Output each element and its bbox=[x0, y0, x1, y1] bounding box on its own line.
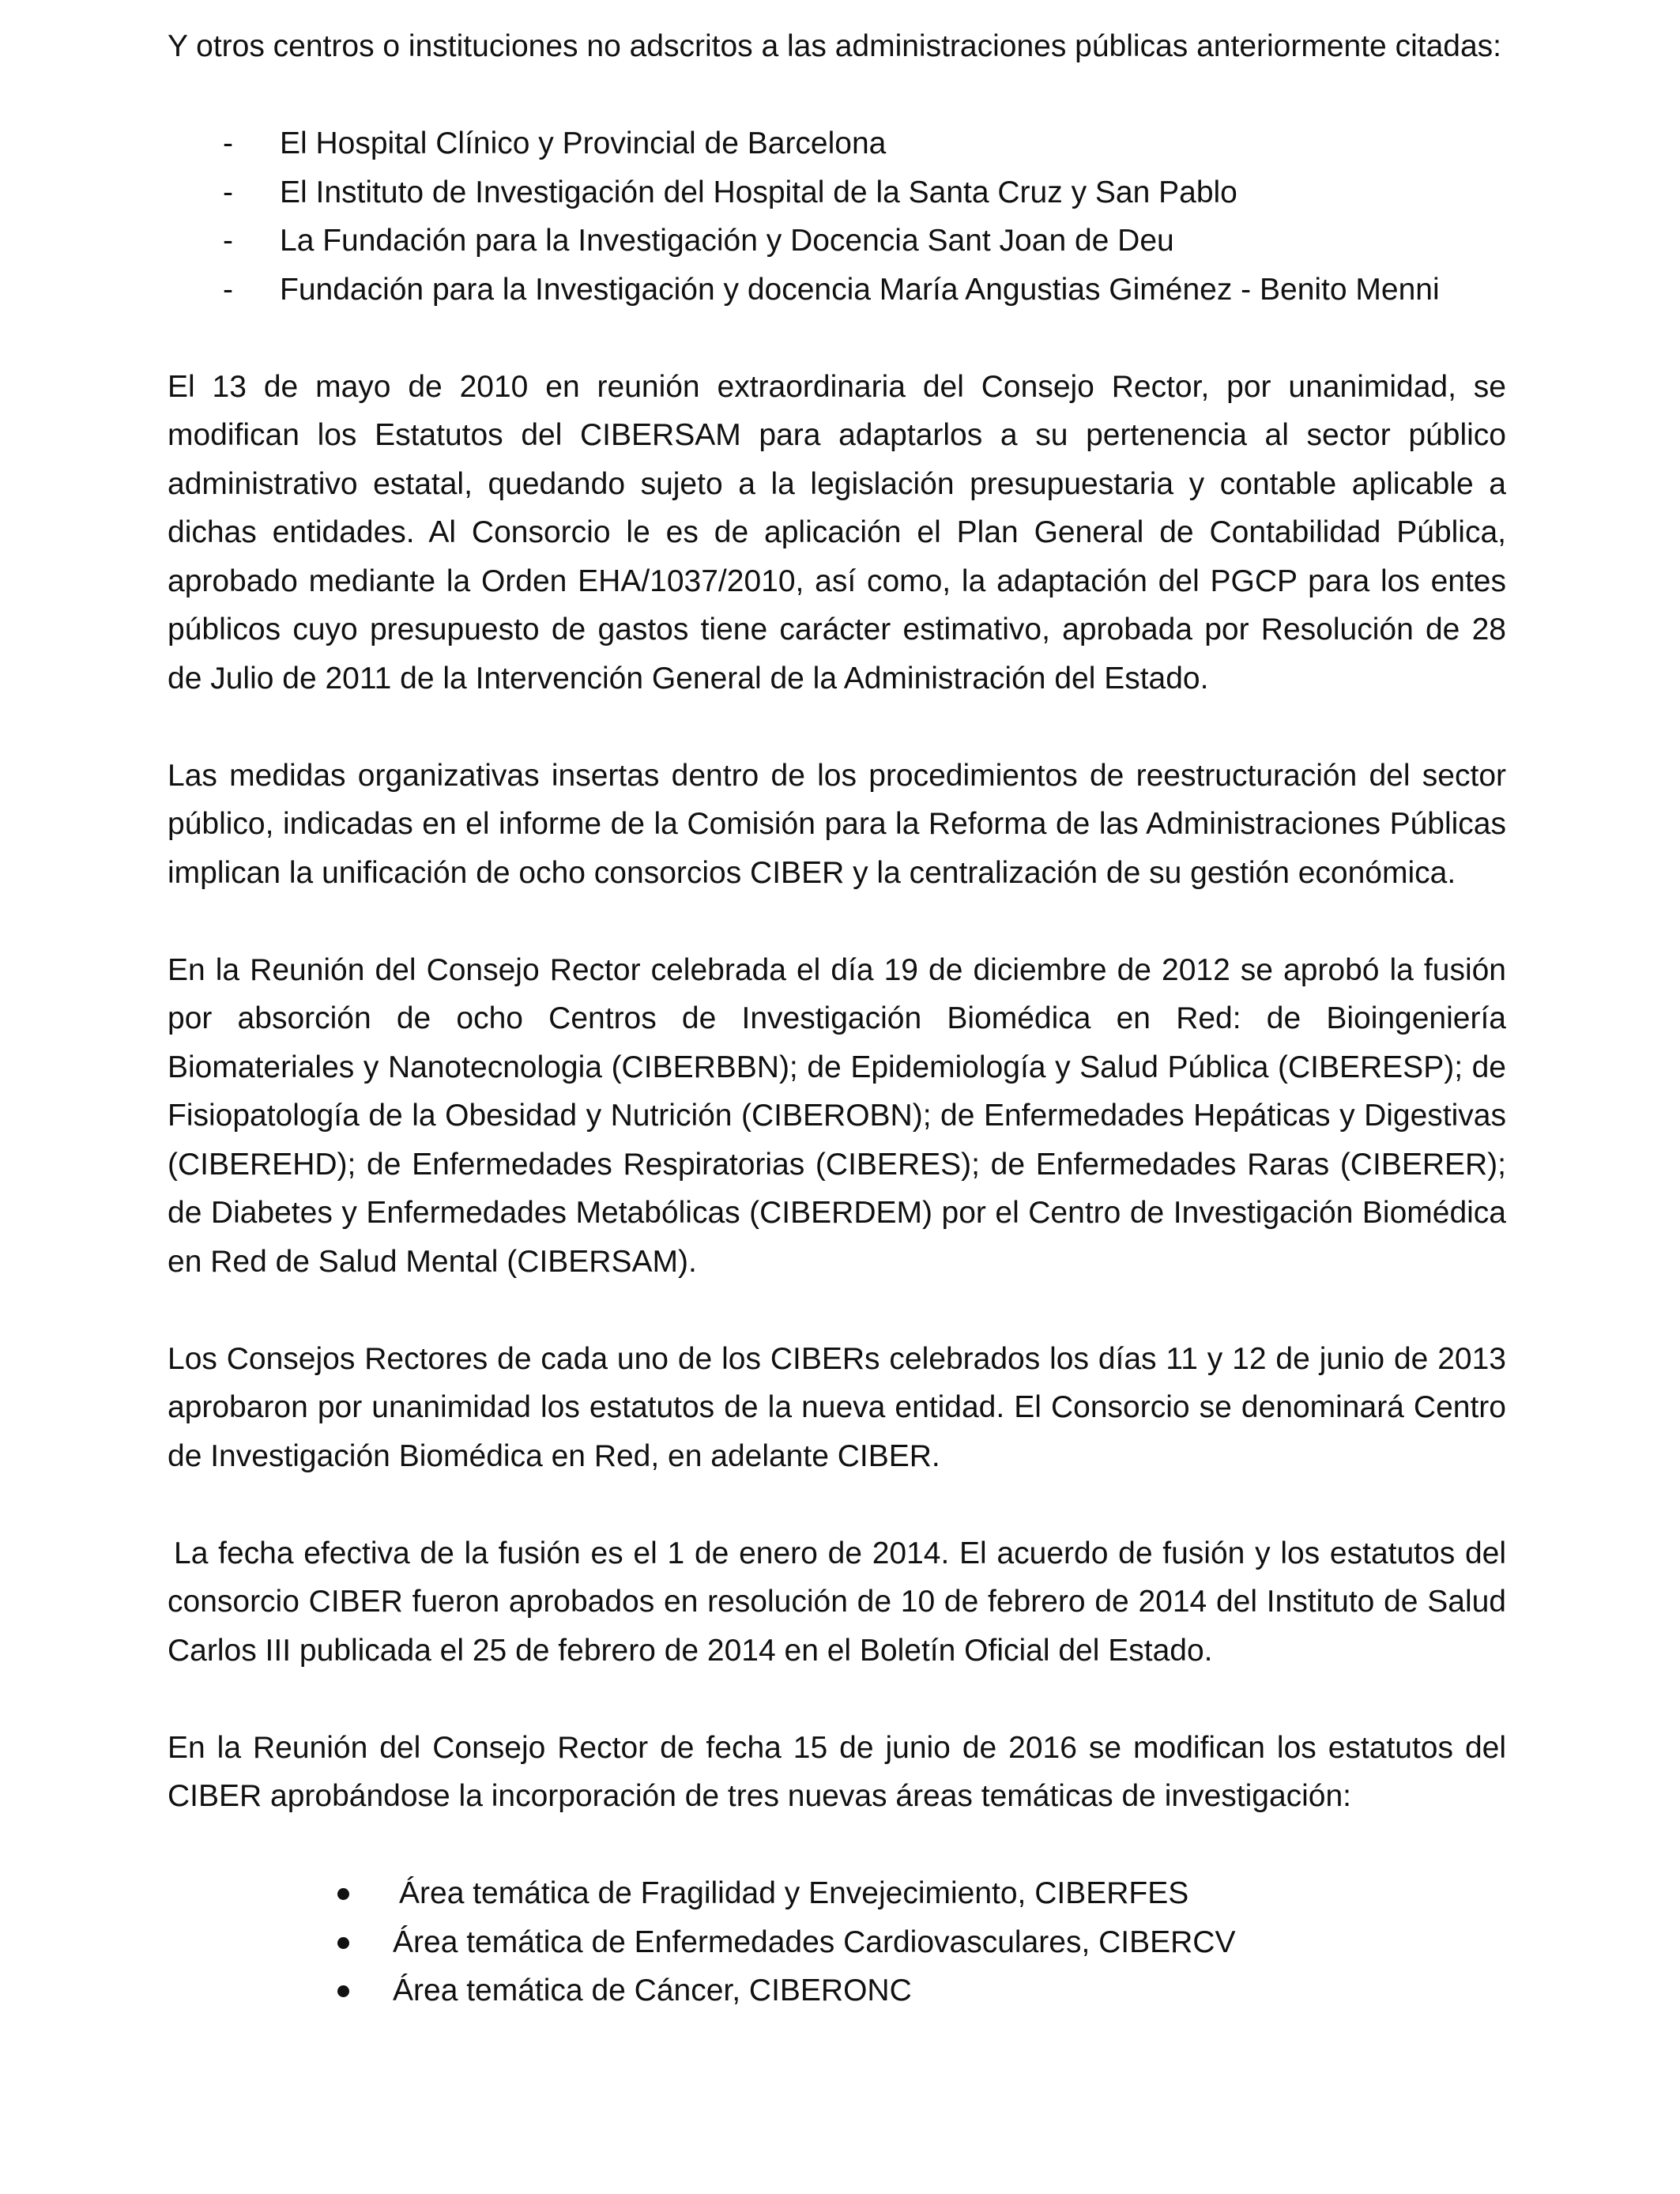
list-item bbox=[168, 119, 1506, 168]
bullet-icon bbox=[337, 1937, 349, 1949]
paragraph-statutes-2010: El 13 de mayo de 2010 en reunión extraordinaria del Consejo Rector, por unanimidad, se modifican los Estatutos del CIBERSAM para adaptarlos a su pertenencia al sector público administrativo estatal, quedando sujeto a la legislación presupuestaria y contable aplicable a dichas entidades. Al Consorcio le es de aplicación el Plan General de Contabilidad Pública, aprobado mediante la Orden EHA/1037/2010, así como, la adaptación del PGCP para los entes públicos cuyo presupuesto de gastos tiene carácter estimativo, aprobada por Resolución de 28 de Julio de 2011 de la Intervención General de la Administración del Estado. bbox=[168, 369, 1506, 696]
thematic-areas-list bbox=[168, 1869, 1506, 2015]
paragraph-merger-2012: En la Reunión del Consejo Rector celebrada el día 19 de diciembre de 2012 se aprobó la fusión por absorción de ocho Centros de Investigación Biomédica en Red: de Bioingeniería Biomateriales y Nanotecnologia (CIBERBBN); de Epidemiología y Salud Pública (CIBERESP); de Fisiopatología de la Obesidad y Nutrición (CIBEROBN); de Enfermedades Hepáticas y Digestivas (CIBEREHD); de Enfermedades Respiratorias (CIBERES); de Enfermedades Raras (CIBERER); de Diabetes y Enfermedades Metabólicas (CIBERDEM) por el Centro de Investigación Biomédica en Red de Salud Mental (CIBERSAM). bbox=[168, 952, 1506, 1279]
institution-text: El Hospital Clínico y Provincial de Barcelona bbox=[280, 126, 887, 160]
list-item bbox=[168, 168, 1506, 217]
list-item bbox=[168, 266, 1506, 315]
institution-text: Fundación para la Investigación y docencia María Angustias Giménez - Benito Menni bbox=[280, 272, 1440, 307]
list-item bbox=[168, 1966, 1506, 2015]
bullet-icon bbox=[337, 1888, 349, 1900]
paragraph-merger-date: La fecha efectiva de la fusión es el 1 de enero de 2014. El acuerdo de fusión y los estatutos del consorcio CIBER fueron aprobados en resolución de 10 de febrero de 2014 del Instituto de Salud Carlos III publicada el 25 de febrero de 2014 en el Boletín Oficial del Estado. bbox=[168, 1536, 1506, 1668]
institutions-list bbox=[168, 119, 1506, 314]
paragraph-organizational-measures: Las medidas organizativas insertas dentro de los procedimientos de reestructuración del sector público, indicadas en el informe de la Comisión para la Reforma de las Administraciones Públicas implican la unificación de ocho consorcios CIBER y la centralización de su gestión económica. bbox=[168, 758, 1506, 890]
intro-paragraph: Y otros centros o instituciones no adscritos a las administraciones públicas anteriormente citadas: bbox=[168, 29, 1501, 63]
thematic-area-text: Área temática de Fragilidad y Envejecimiento, CIBERFES bbox=[399, 1876, 1189, 1910]
list-item bbox=[168, 1869, 1506, 1918]
document-page bbox=[168, 22, 1506, 2064]
dash-marker: - bbox=[223, 272, 233, 307]
institution-text: La Fundación para la Investigación y Docencia Sant Joan de Deu bbox=[280, 224, 1174, 258]
institution-text: El Instituto de Investigación del Hospital de la Santa Cruz y San Pablo bbox=[280, 175, 1237, 209]
paragraph-statutes-2013: Los Consejos Rectores de cada uno de los CIBERs celebrados los días 11 y 12 de junio de 2013 aprobaron por unanimidad los estatutos de la nueva entidad. El Consorcio se denominará Centro de Investigación Biomédica en Red, en adelante CIBER. bbox=[168, 1341, 1506, 1473]
thematic-area-text: Área temática de Enfermedades Cardiovasculares, CIBERCV bbox=[393, 1924, 1236, 1959]
paragraph-new-areas-2016: En la Reunión del Consejo Rector de fecha 15 de junio de 2016 se modifican los estatutos del CIBER aprobándose la incorporación de tres nuevas áreas temáticas de investigación: bbox=[168, 1730, 1506, 1813]
bullet-icon bbox=[337, 1985, 349, 1997]
dash-marker: - bbox=[223, 175, 233, 209]
list-item bbox=[168, 217, 1506, 266]
dash-marker: - bbox=[223, 126, 233, 160]
dash-marker: - bbox=[223, 224, 233, 258]
thematic-area-text: Área temática de Cáncer, CIBERONC bbox=[393, 1973, 912, 2007]
list-item bbox=[168, 1918, 1506, 1967]
